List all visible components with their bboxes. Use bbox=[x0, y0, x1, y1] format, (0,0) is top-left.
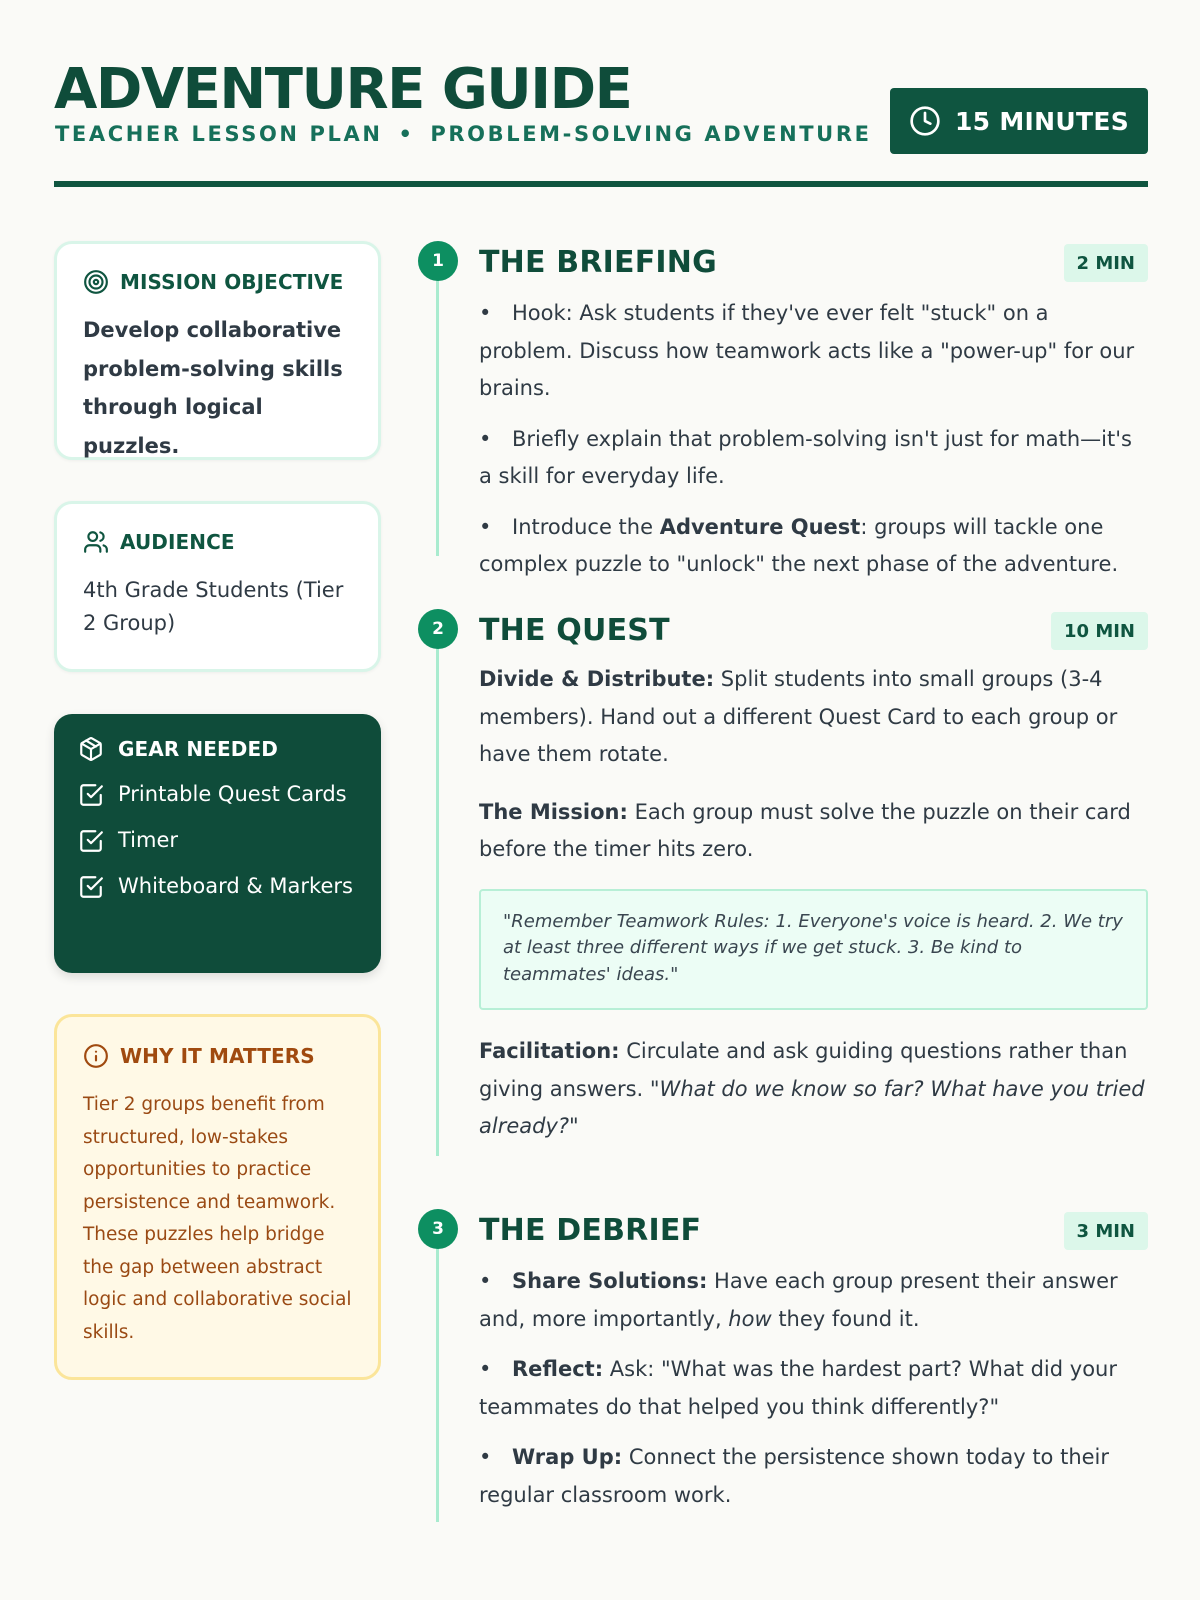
audience-card bbox=[54, 501, 381, 672]
divide-paragraph bbox=[479, 661, 1148, 774]
list-item bbox=[479, 1263, 1148, 1338]
gear-item-label: Whiteboard & Markers bbox=[118, 874, 353, 898]
para-text: Split students into small groups (3-4 members). Hand out a different Quest Card to each group or have them rotate. bbox=[479, 667, 1118, 766]
item-text: Briefly explain that problem-solving isn't just for math—it's a skill for everyday life. bbox=[479, 426, 1132, 488]
item-bold: Wrap Up: bbox=[512, 1445, 623, 1469]
mission-paragraph bbox=[479, 794, 1148, 869]
gear-heading bbox=[78, 736, 357, 762]
audience-heading-text: AUDIENCE bbox=[120, 530, 235, 554]
step-number: 2 bbox=[418, 609, 458, 649]
duration-badge bbox=[890, 88, 1148, 154]
users-icon bbox=[83, 529, 109, 555]
section-title: THE DEBRIEF bbox=[479, 1213, 702, 1248]
time-badge: 3 MIN bbox=[1064, 1212, 1148, 1250]
gear-item bbox=[78, 824, 357, 857]
audience-text: 4th Grade Students (Tier 2 Group) bbox=[83, 578, 344, 635]
mission-heading-text: MISSION OBJECTIVE bbox=[120, 270, 344, 294]
item-bold: Adventure Quest bbox=[659, 514, 861, 539]
why-text: Tier 2 groups benefit from structured, low-stakes opportunities to practice persistence and teamwork. These puzzles help bridge the gap between abstract logic and collaborative social skills. bbox=[83, 1094, 352, 1343]
page-header bbox=[54, 52, 1148, 187]
gear-item-label: Printable Quest Cards bbox=[118, 782, 347, 806]
section-title: THE BRIEFING bbox=[479, 245, 717, 280]
section-title: THE QUEST bbox=[479, 613, 670, 648]
para-text: Circulate and ask guiding questions rather than giving answers. bbox=[479, 1039, 1128, 1101]
target-icon bbox=[83, 269, 109, 295]
timeline-line bbox=[436, 1230, 439, 1522]
item-text: Ask: "What was the hardest part? What did your teammates do that helped you think differently?" bbox=[479, 1357, 1117, 1419]
item-bold: Reflect: bbox=[512, 1357, 604, 1381]
step-number: 3 bbox=[418, 1209, 458, 1249]
section-debrief bbox=[479, 1211, 1148, 1527]
checkbox-icon bbox=[78, 782, 104, 808]
item-pre: Introduce the bbox=[512, 514, 660, 539]
item-italic: how bbox=[728, 1306, 772, 1331]
gear-list bbox=[78, 778, 357, 903]
time-badge: 2 MIN bbox=[1064, 244, 1148, 282]
para-label: Divide & Distribute: bbox=[479, 667, 715, 691]
page-title: ADVENTURE GUIDE bbox=[54, 57, 632, 122]
gear-heading-text: GEAR NEEDED bbox=[118, 737, 278, 761]
para-label: The Mission: bbox=[479, 799, 628, 824]
mission-objective-card bbox=[54, 241, 381, 460]
debrief-list bbox=[479, 1263, 1148, 1514]
facilitation-paragraph bbox=[479, 1033, 1148, 1146]
duration-label: 15 MINUTES bbox=[954, 106, 1130, 136]
gear-item bbox=[78, 870, 357, 903]
teamwork-rules-quote: "Remember Teamwork Rules: 1. Everyone's voice is heard. 2. We try at least three different ways if we get stuck. 3. Be kind to teammates' ideas." bbox=[479, 889, 1148, 1011]
why-heading bbox=[83, 1043, 352, 1069]
info-icon bbox=[83, 1043, 109, 1069]
item-pre: Have each group present their answer and, more importantly, bbox=[479, 1269, 1118, 1331]
list-item bbox=[479, 421, 1148, 496]
gear-needed-card bbox=[54, 714, 381, 973]
audience-heading bbox=[83, 529, 352, 555]
subtitle-left: TEACHER LESSON PLAN bbox=[55, 122, 383, 146]
gear-item-label: Timer bbox=[118, 828, 179, 852]
timeline-line bbox=[436, 262, 439, 556]
list-item bbox=[479, 1439, 1148, 1514]
timeline-line bbox=[436, 630, 439, 1156]
why-heading-text: WHY IT MATTERS bbox=[120, 1044, 315, 1068]
list-item bbox=[479, 295, 1148, 408]
briefing-list bbox=[479, 295, 1148, 584]
clock-icon bbox=[909, 105, 941, 137]
item-bold: Share Solutions: bbox=[512, 1269, 708, 1293]
item-text: Connect the persistence shown today to their regular classroom work. bbox=[479, 1445, 1110, 1507]
section-quest bbox=[479, 611, 1148, 1166]
para-label: Facilitation: bbox=[479, 1039, 620, 1063]
gear-item bbox=[78, 778, 357, 811]
mission-text: Develop collaborative problem-solving skills through logical puzzles. bbox=[83, 318, 343, 458]
subtitle-separator: • bbox=[398, 122, 415, 146]
item-post: they found it. bbox=[771, 1306, 920, 1331]
item-text: Hook: Ask students if they've ever felt "stuck" on a problem. Discuss how teamwork acts like a "power-up" for our brains. bbox=[479, 301, 1135, 400]
lesson-plan-page bbox=[54, 0, 1148, 1600]
why-it-matters-card bbox=[54, 1014, 381, 1380]
section-briefing bbox=[479, 243, 1148, 597]
checkbox-icon bbox=[78, 828, 104, 854]
para-italic: "What do we know so far? What have you tried already?" bbox=[479, 1076, 1145, 1138]
time-badge: 10 MIN bbox=[1051, 612, 1148, 650]
mission-heading bbox=[83, 269, 352, 295]
page-subtitle bbox=[55, 122, 872, 146]
list-item bbox=[479, 509, 1148, 584]
checkbox-icon bbox=[78, 874, 104, 900]
item-post: : groups will tackle one complex puzzle to "unlock" the next phase of the adventure. bbox=[479, 514, 1119, 576]
list-item bbox=[479, 1351, 1148, 1426]
para-text: Each group must solve the puzzle on their card before the timer hits zero. bbox=[479, 799, 1131, 861]
package-icon bbox=[78, 736, 104, 762]
step-number: 1 bbox=[418, 241, 458, 281]
subtitle-right: PROBLEM-SOLVING ADVENTURE bbox=[430, 122, 872, 146]
